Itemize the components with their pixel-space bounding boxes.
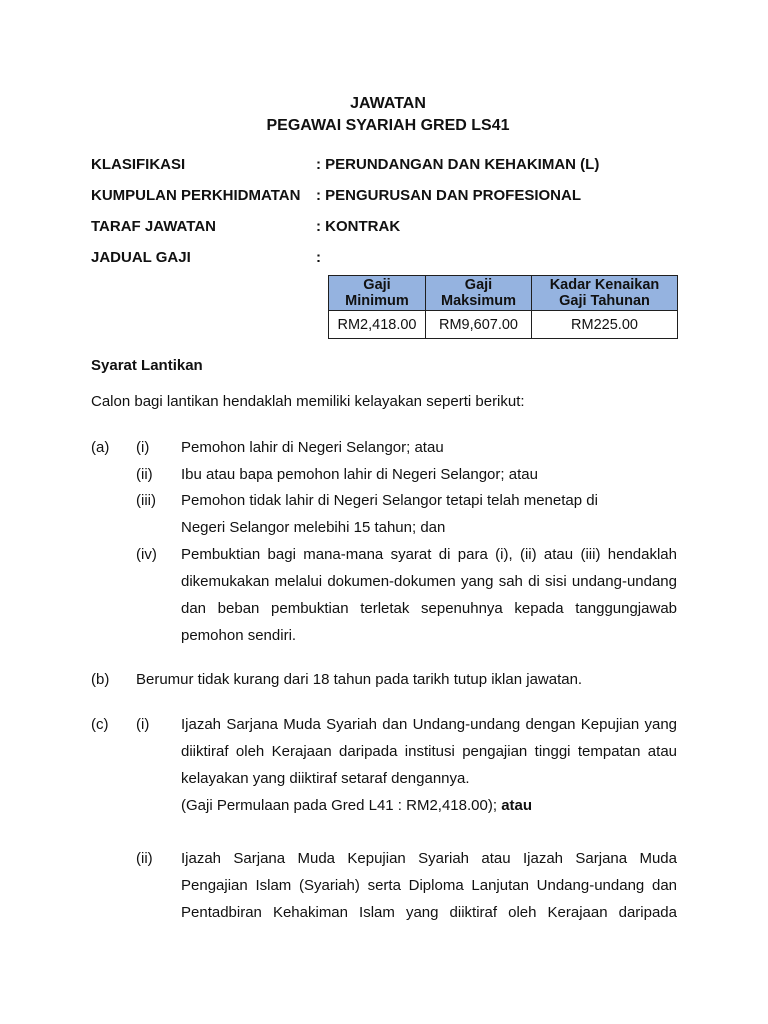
detail-label: KLASIFIKASI: [91, 156, 186, 173]
cell-gaji-maksimum: RM9,607.00: [426, 311, 532, 339]
detail-label: TARAF JAWATAN: [91, 218, 216, 235]
section-heading: Syarat Lantikan: [91, 357, 203, 374]
marker-c: (c): [91, 716, 109, 733]
item-text: Ibu atau bapa pemohon lahir di Negeri Selangor; atau: [181, 466, 538, 483]
salary-table: [328, 275, 678, 339]
marker-a: (a): [91, 439, 110, 456]
header-gaji-minimum: Gaji Minimum: [329, 276, 426, 311]
table-row: [329, 311, 678, 339]
salary-note-bold: atau: [501, 797, 533, 814]
item-number: (ii): [136, 850, 153, 867]
item-text: Pemohon tidak lahir di Negeri Selangor tetapi telah menetap di: [181, 492, 598, 509]
cell-kadar-kenaikan: RM225.00: [532, 311, 678, 339]
item-text: dikemukakan melalui dokumen-dokumen yang sah di sisi undang-undang: [181, 573, 677, 590]
item-number: (ii): [136, 466, 153, 483]
detail-label: KUMPULAN PERKHIDMATAN: [91, 187, 301, 204]
item-number: (iii): [136, 492, 156, 509]
item-number: (iv): [136, 546, 157, 563]
cell-gaji-minimum: RM2,418.00: [329, 311, 426, 339]
detail-value: : PERUNDANGAN DAN KEHAKIMAN (L): [316, 156, 600, 173]
detail-value: : KONTRAK: [316, 218, 401, 235]
detail-value: : PENGURUSAN DAN PROFESIONAL: [316, 187, 582, 204]
intro-paragraph: Calon bagi lantikan hendaklah memiliki kelayakan seperti berikut:: [91, 393, 525, 410]
item-text: diiktiraf oleh Kerajaan daripada institusi pengajian tinggi tempatan atau: [181, 743, 677, 760]
detail-label: JADUAL GAJI: [91, 249, 191, 266]
salary-table-header-row: [329, 276, 678, 311]
detail-value: :: [316, 249, 321, 266]
item-text: Ijazah Sarjana Muda Kepujian Syariah atau Ijazah Sarjana Muda: [181, 850, 677, 867]
item-text: Pengajian Islam (Syariah) serta Diploma Lanjutan Undang-undang dan: [181, 877, 677, 894]
item-number: (i): [136, 439, 150, 456]
item-number: (i): [136, 716, 150, 733]
page-title: JAWATAN: [350, 95, 426, 112]
item-text: dan beban pembuktian terletak sepenuhnya kepada tanggungjawab: [181, 600, 677, 617]
header-gaji-maksimum: Gaji Maksimum: [426, 276, 532, 311]
item-text: pemohon sendiri.: [181, 627, 297, 644]
item-text: Pembuktian bagi mana-mana syarat di para (i), (ii) atau (iii) hendaklah: [181, 546, 677, 563]
item-text: Negeri Selangor melebihi 15 tahun; dan: [181, 519, 446, 536]
page-subtitle: PEGAWAI SYARIAH GRED LS41: [266, 117, 510, 134]
header-kadar-kenaikan: Kadar Kenaikan Gaji Tahunan: [532, 276, 678, 311]
salary-note: (Gaji Permulaan pada Gred L41 : RM2,418.00); atau: [181, 797, 533, 814]
marker-b: (b): [91, 671, 110, 688]
item-text: Berumur tidak kurang dari 18 tahun pada tarikh tutup iklan jawatan.: [136, 671, 583, 688]
item-text: kelayakan yang diiktiraf setaraf dengannya.: [181, 770, 470, 787]
item-text: Pentadbiran Kehakiman Islam yang diiktiraf oleh Kerajaan daripada: [181, 904, 677, 921]
item-text: Pemohon lahir di Negeri Selangor; atau: [181, 439, 444, 456]
item-text: Ijazah Sarjana Muda Syariah dan Undang-undang dengan Kepujian yang: [181, 716, 677, 733]
